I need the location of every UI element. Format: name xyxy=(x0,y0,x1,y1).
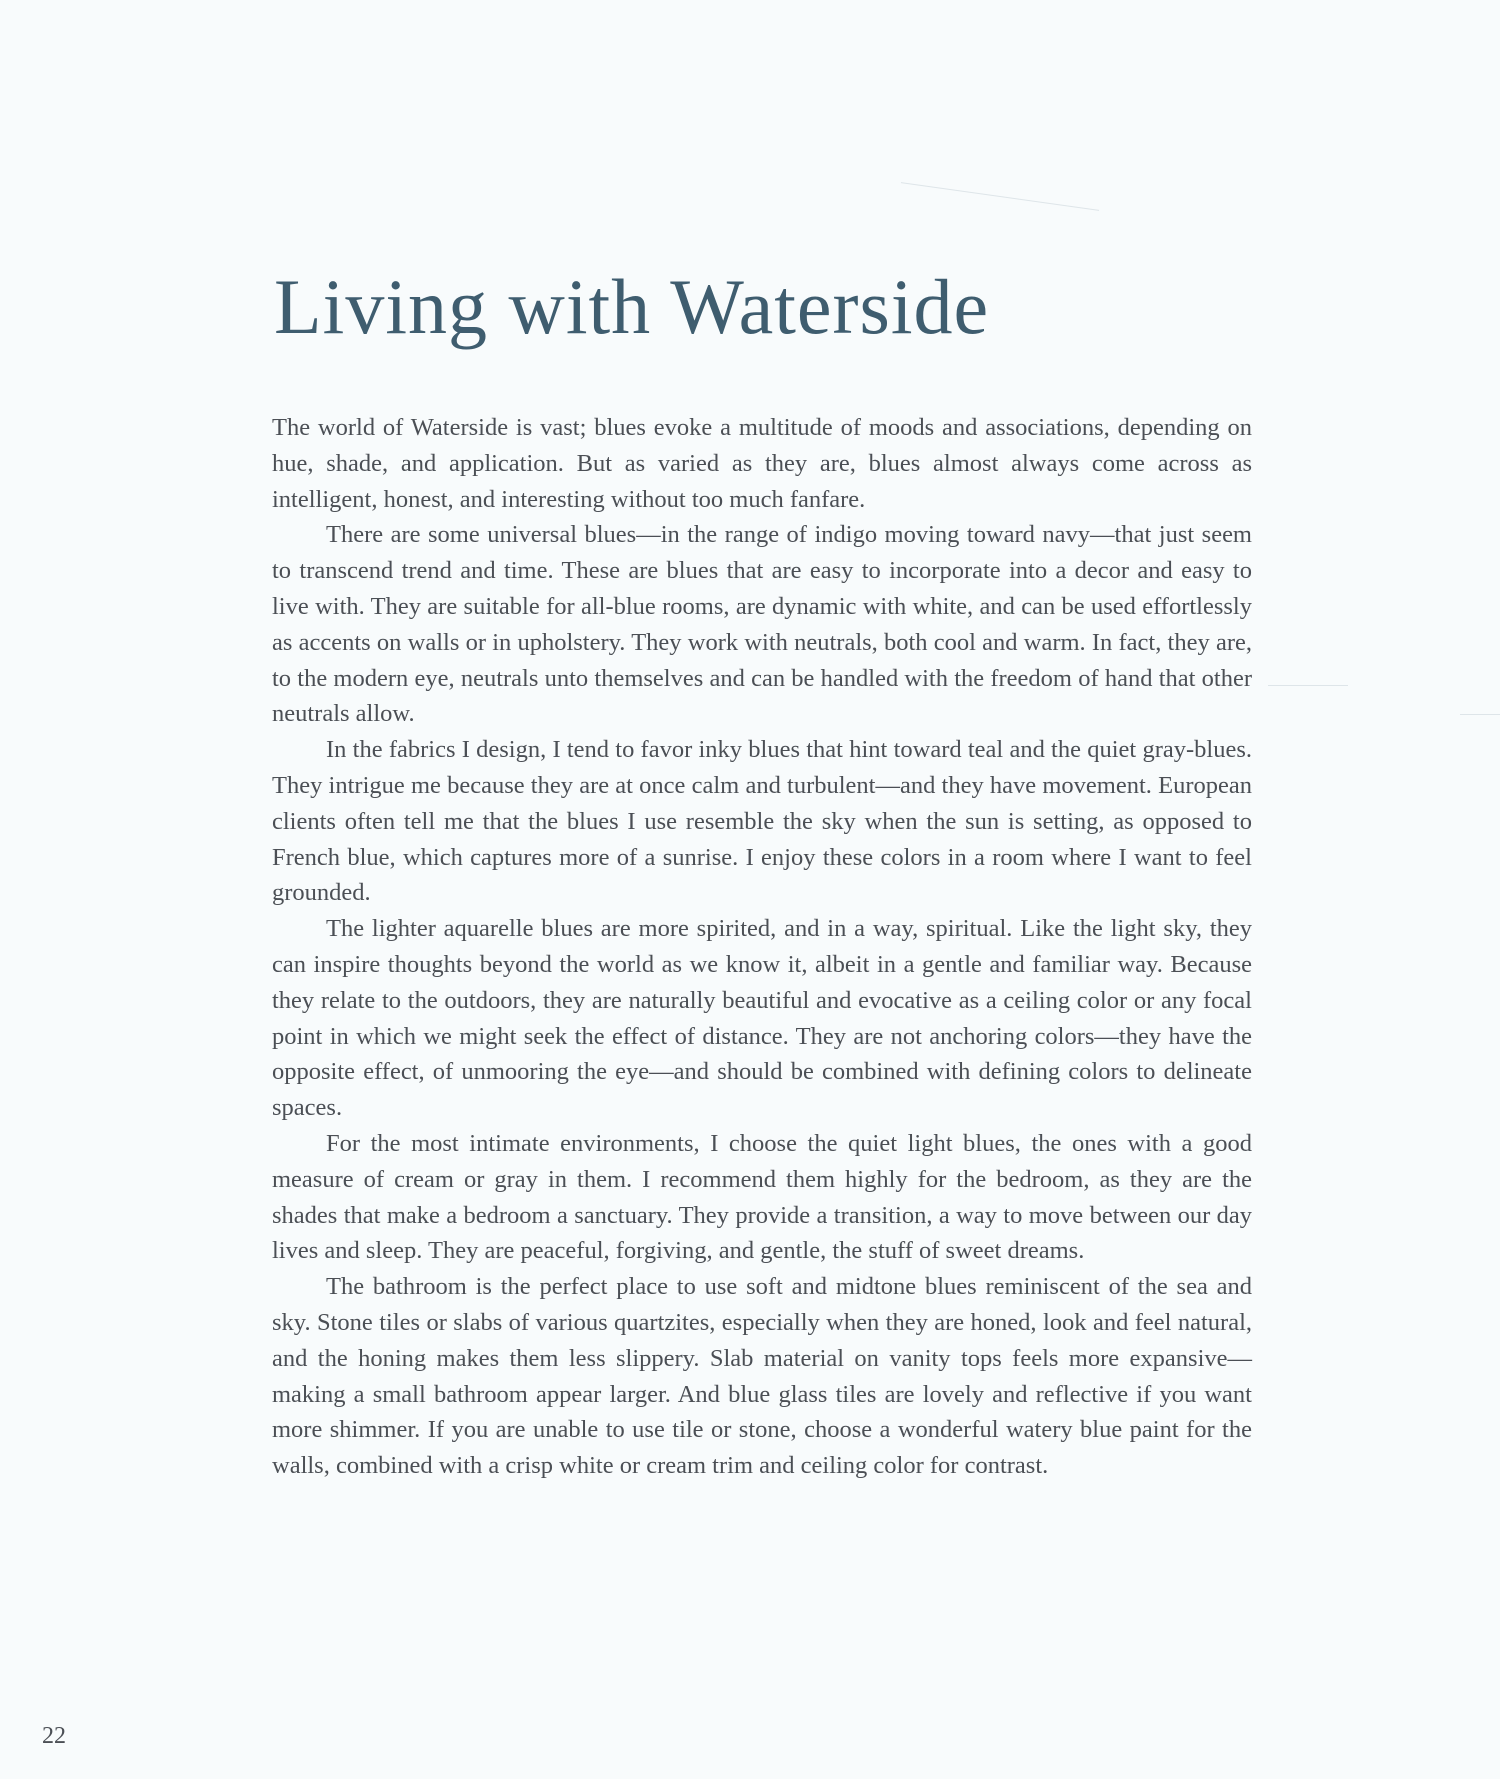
paper-scratch-mark xyxy=(1268,685,1348,686)
body-paragraph-5: For the most intimate environments, I choose the quiet light blues, the ones with a good measure of cream or gray in them. I recommend them highly for the bedroom, as they are the shades that make a bedroom a sanctuary. They provide a transition, a way to move between our day lives and sleep. They are peaceful, forgiving, and gentle, the stuff of sweet dreams. xyxy=(272,1129,1252,1265)
body-paragraph-3: In the fabrics I design, I tend to favor inky blues that hint toward teal and the quiet gray-blues. They intrigue me because they are at once calm and turbulent—and they have movement. European clients often tell me that the blues I use resemble the sky when the sun is setting, as opposed to French blue, which captures more of a sunrise. I enjoy these colors in a room where I want to feel grounded. xyxy=(272,736,1252,907)
body-paragraph-2: There are some universal blues—in the range of indigo moving toward navy—that just seem to transcend trend and time. These are blues that are easy to incorporate into a decor and easy to live with. They are suitable for all-blue rooms, are dynamic with white, and can be used effortlessly as accents on walls or in upholstery. They work with neutrals, both cool and warm. In fact, they are, to the modern eye, neutrals unto themselves and can be handled with the freedom of hand that other neutrals allow. xyxy=(272,521,1252,728)
paper-scratch-mark xyxy=(901,182,1099,211)
body-paragraph-6: The bathroom is the perfect place to use soft and midtone blues reminiscent of the sea and sky. Stone tiles or slabs of various quartzites, especially when they are honed, look and feel natural, and the honing makes them less slippery. Slab material on vanity tops feels more expansive—making a small bathroom appear larger. And blue glass tiles are lovely and reflective if you want more shimmer. If you are unable to use tile or stone, choose a wonderful watery blue paint for the walls, combined with a crisp white or cream trim and ceiling color for contrast. xyxy=(272,1273,1252,1480)
body-paragraph-4: The lighter aquarelle blues are more spirited, and in a way, spiritual. Like the light sky, they can inspire thoughts beyond the world as we know it, albeit in a gentle and familiar way. Because they relate to the outdoors, they are naturally beautiful and evocative as a ceiling color or any focal point in which we might seek the effect of distance. They are not anchoring colors—they have the opposite effect, of unmooring the eye—and should be combined with defining colors to delineate spaces. xyxy=(272,915,1252,1122)
page-title: Living with Waterside xyxy=(274,263,990,350)
body-paragraph-1: The world of Waterside is vast; blues evoke a multitude of moods and associations, depending on hue, shade, and application. But as varied as they are, blues almost always come across as intelligent, honest, and interesting without too much fanfare. xyxy=(272,414,1252,513)
page-number: 22 xyxy=(42,1723,66,1749)
paper-scratch-mark xyxy=(1460,714,1500,715)
article-body xyxy=(272,410,1252,1484)
